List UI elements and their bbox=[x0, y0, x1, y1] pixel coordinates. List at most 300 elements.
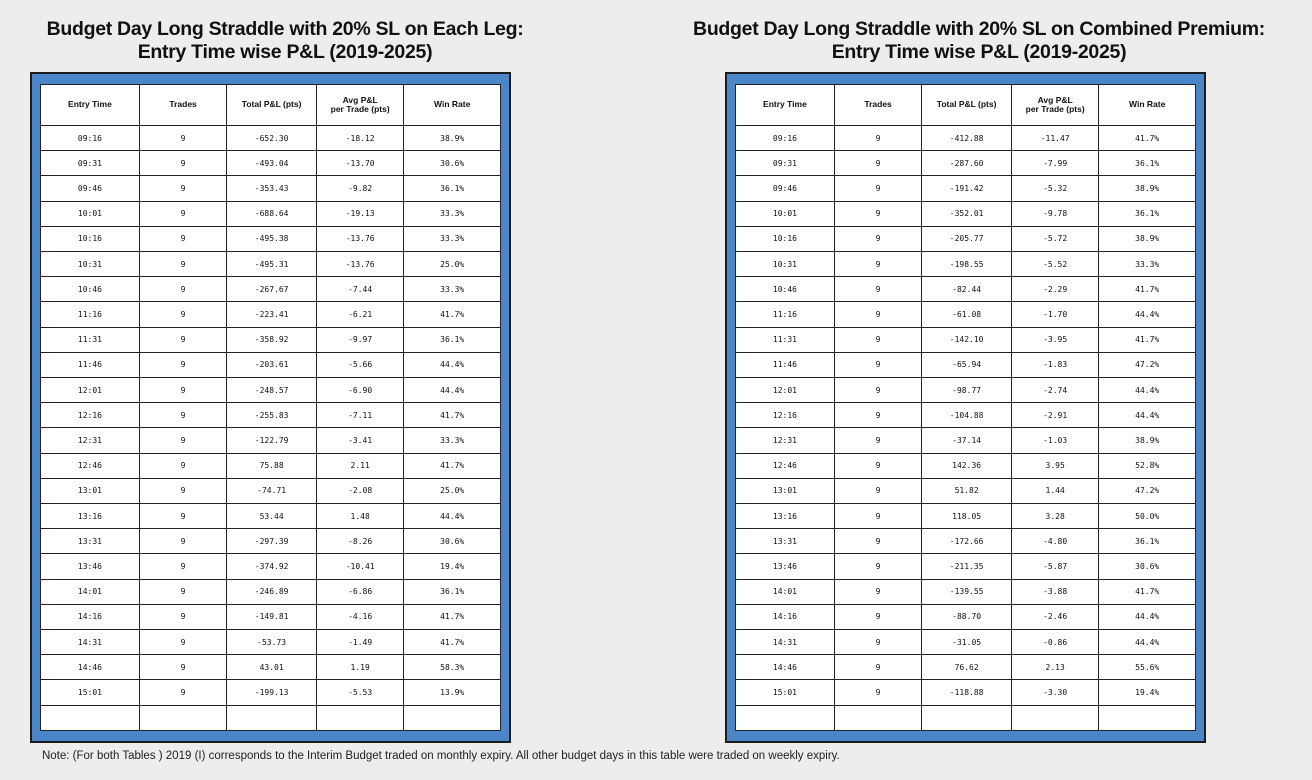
table-header-row bbox=[736, 85, 1196, 126]
table-row bbox=[736, 504, 1196, 529]
cell-win-rate: 52.8% bbox=[1099, 453, 1196, 478]
table-row bbox=[736, 630, 1196, 655]
table-row bbox=[41, 378, 501, 403]
cell-total-pnl: -203.61 bbox=[227, 352, 317, 377]
table-row bbox=[736, 126, 1196, 151]
table-row bbox=[736, 554, 1196, 579]
cell-total-pnl: -104.88 bbox=[922, 403, 1012, 428]
cell-entry-time: 12:31 bbox=[736, 428, 835, 453]
cell-trades: 9 bbox=[834, 126, 921, 151]
cell-entry-time: 14:01 bbox=[41, 579, 140, 604]
cell-avg-pnl: -2.91 bbox=[1011, 403, 1098, 428]
table-header-row bbox=[41, 85, 501, 126]
cell-total-pnl: -118.88 bbox=[922, 680, 1012, 705]
empty-cell bbox=[736, 705, 835, 730]
cell-total-pnl: -142.10 bbox=[922, 327, 1012, 352]
cell-win-rate: 41.7% bbox=[1099, 277, 1196, 302]
table-row bbox=[736, 428, 1196, 453]
cell-avg-pnl: -1.83 bbox=[1011, 352, 1098, 377]
cell-avg-pnl: -5.66 bbox=[316, 352, 403, 377]
cell-total-pnl: -652.30 bbox=[227, 126, 317, 151]
cell-trades: 9 bbox=[139, 327, 226, 352]
cell-trades: 9 bbox=[139, 680, 226, 705]
cell-win-rate: 41.7% bbox=[404, 453, 501, 478]
cell-avg-pnl: -11.47 bbox=[1011, 126, 1098, 151]
cell-win-rate: 36.1% bbox=[1099, 201, 1196, 226]
cell-trades: 9 bbox=[139, 151, 226, 176]
cell-total-pnl: -255.83 bbox=[227, 403, 317, 428]
cell-win-rate: 41.7% bbox=[404, 302, 501, 327]
cell-entry-time: 12:31 bbox=[41, 428, 140, 453]
cell-total-pnl: -139.55 bbox=[922, 579, 1012, 604]
cell-entry-time: 10:46 bbox=[41, 277, 140, 302]
cell-avg-pnl: -7.11 bbox=[316, 403, 403, 428]
cell-win-rate: 25.0% bbox=[404, 478, 501, 503]
cell-trades: 9 bbox=[834, 504, 921, 529]
table-row bbox=[736, 655, 1196, 680]
table-row bbox=[41, 176, 501, 201]
cell-trades: 9 bbox=[834, 226, 921, 251]
cell-entry-time: 10:01 bbox=[736, 201, 835, 226]
cell-trades: 9 bbox=[834, 302, 921, 327]
cell-avg-pnl: -2.29 bbox=[1011, 277, 1098, 302]
table-row bbox=[41, 478, 501, 503]
cell-total-pnl: -358.92 bbox=[227, 327, 317, 352]
empty-table-row bbox=[41, 705, 501, 730]
cell-win-rate: 25.0% bbox=[404, 252, 501, 277]
cell-avg-pnl: -4.80 bbox=[1011, 529, 1098, 554]
cell-total-pnl: -246.89 bbox=[227, 579, 317, 604]
cell-total-pnl: -211.35 bbox=[922, 554, 1012, 579]
cell-avg-pnl: -2.08 bbox=[316, 478, 403, 503]
cell-avg-pnl: -0.86 bbox=[1011, 630, 1098, 655]
cell-total-pnl: 118.05 bbox=[922, 504, 1012, 529]
cell-win-rate: 38.9% bbox=[404, 126, 501, 151]
cell-avg-pnl: -5.53 bbox=[316, 680, 403, 705]
cell-trades: 9 bbox=[139, 453, 226, 478]
cell-entry-time: 10:01 bbox=[41, 201, 140, 226]
cell-trades: 9 bbox=[834, 252, 921, 277]
cell-entry-time: 09:16 bbox=[41, 126, 140, 151]
cell-trades: 9 bbox=[834, 352, 921, 377]
cell-trades: 9 bbox=[834, 453, 921, 478]
cell-win-rate: 13.9% bbox=[404, 680, 501, 705]
header-avg-pnl-line2: per Trade (pts) bbox=[1025, 104, 1085, 114]
header-total-pnl: Total P&L (pts) bbox=[227, 85, 317, 126]
cell-win-rate: 47.2% bbox=[1099, 478, 1196, 503]
cell-trades: 9 bbox=[139, 201, 226, 226]
table-row bbox=[41, 226, 501, 251]
table-row bbox=[41, 201, 501, 226]
header-trades: Trades bbox=[834, 85, 921, 126]
cell-avg-pnl: 3.28 bbox=[1011, 504, 1098, 529]
cell-avg-pnl: 2.13 bbox=[1011, 655, 1098, 680]
empty-cell bbox=[834, 705, 921, 730]
cell-total-pnl: -53.73 bbox=[227, 630, 317, 655]
table-row bbox=[736, 352, 1196, 377]
cell-win-rate: 41.7% bbox=[404, 630, 501, 655]
cell-total-pnl: -495.38 bbox=[227, 226, 317, 251]
cell-avg-pnl: -3.95 bbox=[1011, 327, 1098, 352]
cell-entry-time: 09:31 bbox=[41, 151, 140, 176]
cell-total-pnl: 75.88 bbox=[227, 453, 317, 478]
cell-entry-time: 14:01 bbox=[736, 579, 835, 604]
cell-total-pnl: -493.04 bbox=[227, 151, 317, 176]
cell-win-rate: 36.1% bbox=[1099, 529, 1196, 554]
cell-win-rate: 30.6% bbox=[404, 151, 501, 176]
cell-trades: 9 bbox=[139, 428, 226, 453]
table-row bbox=[736, 151, 1196, 176]
header-win-rate: Win Rate bbox=[1099, 85, 1196, 126]
cell-avg-pnl: -1.03 bbox=[1011, 428, 1098, 453]
cell-win-rate: 36.1% bbox=[1099, 151, 1196, 176]
cell-entry-time: 11:16 bbox=[736, 302, 835, 327]
cell-trades: 9 bbox=[139, 655, 226, 680]
cell-entry-time: 10:31 bbox=[41, 252, 140, 277]
cell-avg-pnl: 1.19 bbox=[316, 655, 403, 680]
cell-total-pnl: -297.39 bbox=[227, 529, 317, 554]
cell-entry-time: 12:46 bbox=[41, 453, 140, 478]
table-row bbox=[41, 655, 501, 680]
cell-avg-pnl: -5.52 bbox=[1011, 252, 1098, 277]
cell-entry-time: 14:46 bbox=[41, 655, 140, 680]
cell-total-pnl: 142.36 bbox=[922, 453, 1012, 478]
cell-win-rate: 30.6% bbox=[1099, 554, 1196, 579]
cell-trades: 9 bbox=[139, 176, 226, 201]
table-row bbox=[736, 327, 1196, 352]
cell-entry-time: 11:46 bbox=[41, 352, 140, 377]
cell-avg-pnl: -13.76 bbox=[316, 252, 403, 277]
cell-total-pnl: -495.31 bbox=[227, 252, 317, 277]
cell-win-rate: 41.7% bbox=[1099, 579, 1196, 604]
cell-trades: 9 bbox=[139, 630, 226, 655]
cell-trades: 9 bbox=[139, 504, 226, 529]
cell-total-pnl: -191.42 bbox=[922, 176, 1012, 201]
cell-entry-time: 14:31 bbox=[736, 630, 835, 655]
cell-entry-time: 10:46 bbox=[736, 277, 835, 302]
cell-win-rate: 41.7% bbox=[1099, 126, 1196, 151]
cell-total-pnl: -98.77 bbox=[922, 378, 1012, 403]
cell-total-pnl: -65.94 bbox=[922, 352, 1012, 377]
cell-win-rate: 58.3% bbox=[404, 655, 501, 680]
table-row bbox=[736, 201, 1196, 226]
cell-win-rate: 36.1% bbox=[404, 579, 501, 604]
cell-total-pnl: -374.92 bbox=[227, 554, 317, 579]
cell-trades: 9 bbox=[834, 529, 921, 554]
cell-total-pnl: -287.60 bbox=[922, 151, 1012, 176]
table-row bbox=[41, 327, 501, 352]
cell-win-rate: 30.6% bbox=[404, 529, 501, 554]
header-entry-time: Entry Time bbox=[41, 85, 140, 126]
cell-entry-time: 14:31 bbox=[41, 630, 140, 655]
cell-avg-pnl: -18.12 bbox=[316, 126, 403, 151]
header-avg-pnl bbox=[316, 85, 403, 126]
cell-trades: 9 bbox=[834, 327, 921, 352]
cell-avg-pnl: -3.30 bbox=[1011, 680, 1098, 705]
table-row bbox=[41, 630, 501, 655]
cell-trades: 9 bbox=[139, 604, 226, 629]
table-row bbox=[41, 529, 501, 554]
cell-total-pnl: -267.67 bbox=[227, 277, 317, 302]
table-row bbox=[41, 126, 501, 151]
cell-total-pnl: -74.71 bbox=[227, 478, 317, 503]
cell-avg-pnl: -5.32 bbox=[1011, 176, 1098, 201]
cell-total-pnl: -223.41 bbox=[227, 302, 317, 327]
cell-avg-pnl: -6.90 bbox=[316, 378, 403, 403]
cell-avg-pnl: -1.70 bbox=[1011, 302, 1098, 327]
cell-avg-pnl: -9.97 bbox=[316, 327, 403, 352]
empty-cell bbox=[922, 705, 1012, 730]
cell-total-pnl: -198.55 bbox=[922, 252, 1012, 277]
cell-win-rate: 44.4% bbox=[404, 504, 501, 529]
cell-trades: 9 bbox=[139, 226, 226, 251]
header-win-rate: Win Rate bbox=[404, 85, 501, 126]
cell-trades: 9 bbox=[139, 579, 226, 604]
empty-cell bbox=[139, 705, 226, 730]
table-row bbox=[41, 554, 501, 579]
cell-entry-time: 09:46 bbox=[736, 176, 835, 201]
cell-entry-time: 13:46 bbox=[736, 554, 835, 579]
cell-win-rate: 44.4% bbox=[1099, 302, 1196, 327]
cell-entry-time: 10:16 bbox=[736, 226, 835, 251]
right-title-line2: Entry Time wise P&L (2019-2025) bbox=[831, 41, 1127, 63]
cell-win-rate: 38.9% bbox=[1099, 226, 1196, 251]
left-table-body bbox=[41, 126, 501, 731]
cell-avg-pnl: -9.78 bbox=[1011, 201, 1098, 226]
cell-total-pnl: -82.44 bbox=[922, 277, 1012, 302]
cell-win-rate: 33.3% bbox=[404, 428, 501, 453]
cell-total-pnl: 76.62 bbox=[922, 655, 1012, 680]
cell-total-pnl: -88.70 bbox=[922, 604, 1012, 629]
cell-entry-time: 09:46 bbox=[41, 176, 140, 201]
cell-win-rate: 44.4% bbox=[1099, 403, 1196, 428]
cell-win-rate: 44.4% bbox=[1099, 378, 1196, 403]
cell-entry-time: 12:16 bbox=[41, 403, 140, 428]
cell-trades: 9 bbox=[139, 378, 226, 403]
cell-entry-time: 09:16 bbox=[736, 126, 835, 151]
left-title-line1: Budget Day Long Straddle with 20% SL on Each Leg: bbox=[46, 18, 524, 40]
cell-total-pnl: 53.44 bbox=[227, 504, 317, 529]
cell-avg-pnl: -3.41 bbox=[316, 428, 403, 453]
table-row bbox=[41, 428, 501, 453]
cell-win-rate: 38.9% bbox=[1099, 428, 1196, 453]
header-avg-pnl-line2: per Trade (pts) bbox=[330, 104, 390, 114]
right-table-title bbox=[654, 18, 1304, 64]
table-row bbox=[736, 680, 1196, 705]
empty-cell bbox=[1099, 705, 1196, 730]
cell-total-pnl: -248.57 bbox=[227, 378, 317, 403]
cell-avg-pnl: -2.74 bbox=[1011, 378, 1098, 403]
cell-trades: 9 bbox=[834, 579, 921, 604]
table-row bbox=[41, 453, 501, 478]
table-row bbox=[736, 277, 1196, 302]
cell-entry-time: 13:16 bbox=[736, 504, 835, 529]
cell-entry-time: 12:16 bbox=[736, 403, 835, 428]
header-entry-time: Entry Time bbox=[736, 85, 835, 126]
cell-entry-time: 13:31 bbox=[41, 529, 140, 554]
header-avg-pnl-line1: Avg P&L bbox=[1037, 94, 1073, 105]
cell-entry-time: 11:31 bbox=[41, 327, 140, 352]
cell-entry-time: 10:31 bbox=[736, 252, 835, 277]
left-table-frame bbox=[30, 72, 511, 743]
cell-win-rate: 44.4% bbox=[404, 378, 501, 403]
cell-trades: 9 bbox=[834, 176, 921, 201]
cell-avg-pnl: -7.44 bbox=[316, 277, 403, 302]
cell-avg-pnl: 1.48 bbox=[316, 504, 403, 529]
left-pnl-table bbox=[40, 84, 501, 731]
cell-total-pnl: -412.88 bbox=[922, 126, 1012, 151]
cell-entry-time: 11:16 bbox=[41, 302, 140, 327]
cell-trades: 9 bbox=[139, 403, 226, 428]
header-avg-pnl bbox=[1011, 85, 1098, 126]
table-row bbox=[736, 302, 1196, 327]
table-row bbox=[41, 403, 501, 428]
cell-trades: 9 bbox=[139, 529, 226, 554]
cell-total-pnl: 43.01 bbox=[227, 655, 317, 680]
header-trades: Trades bbox=[139, 85, 226, 126]
cell-avg-pnl: -1.49 bbox=[316, 630, 403, 655]
cell-win-rate: 44.4% bbox=[1099, 604, 1196, 629]
cell-entry-time: 10:16 bbox=[41, 226, 140, 251]
empty-table-row bbox=[736, 705, 1196, 730]
cell-win-rate: 36.1% bbox=[404, 176, 501, 201]
cell-entry-time: 11:31 bbox=[736, 327, 835, 352]
empty-cell bbox=[227, 705, 317, 730]
cell-entry-time: 14:16 bbox=[736, 604, 835, 629]
table-row bbox=[41, 302, 501, 327]
cell-entry-time: 14:46 bbox=[736, 655, 835, 680]
table-row bbox=[41, 579, 501, 604]
cell-entry-time: 13:46 bbox=[41, 554, 140, 579]
cell-total-pnl: -199.13 bbox=[227, 680, 317, 705]
cell-trades: 9 bbox=[834, 277, 921, 302]
cell-trades: 9 bbox=[139, 352, 226, 377]
cell-entry-time: 12:01 bbox=[736, 378, 835, 403]
table-row bbox=[736, 252, 1196, 277]
empty-cell bbox=[404, 705, 501, 730]
cell-entry-time: 13:01 bbox=[736, 478, 835, 503]
cell-total-pnl: -205.77 bbox=[922, 226, 1012, 251]
header-total-pnl: Total P&L (pts) bbox=[922, 85, 1012, 126]
cell-trades: 9 bbox=[834, 378, 921, 403]
cell-total-pnl: -122.79 bbox=[227, 428, 317, 453]
empty-cell bbox=[316, 705, 403, 730]
table-row bbox=[41, 151, 501, 176]
cell-win-rate: 55.6% bbox=[1099, 655, 1196, 680]
cell-trades: 9 bbox=[139, 277, 226, 302]
cell-avg-pnl: -5.87 bbox=[1011, 554, 1098, 579]
cell-avg-pnl: -6.21 bbox=[316, 302, 403, 327]
cell-win-rate: 44.4% bbox=[404, 352, 501, 377]
left-table-title bbox=[10, 18, 560, 64]
cell-avg-pnl: -6.86 bbox=[316, 579, 403, 604]
cell-trades: 9 bbox=[834, 428, 921, 453]
left-title-line2: Entry Time wise P&L (2019-2025) bbox=[137, 41, 433, 63]
empty-cell bbox=[41, 705, 140, 730]
cell-entry-time: 15:01 bbox=[41, 680, 140, 705]
cell-trades: 9 bbox=[834, 655, 921, 680]
header-avg-pnl-line1: Avg P&L bbox=[342, 94, 378, 105]
empty-cell bbox=[1011, 705, 1098, 730]
cell-total-pnl: -353.43 bbox=[227, 176, 317, 201]
cell-total-pnl: -61.08 bbox=[922, 302, 1012, 327]
table-row bbox=[736, 579, 1196, 604]
cell-avg-pnl: -13.70 bbox=[316, 151, 403, 176]
cell-total-pnl: -352.01 bbox=[922, 201, 1012, 226]
cell-win-rate: 19.4% bbox=[1099, 680, 1196, 705]
cell-avg-pnl: -8.26 bbox=[316, 529, 403, 554]
cell-avg-pnl: 2.11 bbox=[316, 453, 403, 478]
right-title-line1: Budget Day Long Straddle with 20% SL on Combined Premium: bbox=[693, 18, 1265, 40]
cell-win-rate: 33.3% bbox=[1099, 252, 1196, 277]
cell-win-rate: 50.0% bbox=[1099, 504, 1196, 529]
cell-win-rate: 33.3% bbox=[404, 277, 501, 302]
cell-trades: 9 bbox=[834, 630, 921, 655]
cell-trades: 9 bbox=[834, 403, 921, 428]
cell-avg-pnl: -7.99 bbox=[1011, 151, 1098, 176]
cell-entry-time: 14:16 bbox=[41, 604, 140, 629]
cell-trades: 9 bbox=[834, 478, 921, 503]
table-row bbox=[736, 453, 1196, 478]
cell-win-rate: 33.3% bbox=[404, 226, 501, 251]
cell-avg-pnl: -9.82 bbox=[316, 176, 403, 201]
cell-avg-pnl: -3.88 bbox=[1011, 579, 1098, 604]
right-table-frame bbox=[725, 72, 1206, 743]
table-row bbox=[41, 352, 501, 377]
cell-trades: 9 bbox=[834, 201, 921, 226]
cell-avg-pnl: -4.16 bbox=[316, 604, 403, 629]
cell-win-rate: 41.7% bbox=[1099, 327, 1196, 352]
table-row bbox=[736, 529, 1196, 554]
cell-total-pnl: -31.05 bbox=[922, 630, 1012, 655]
cell-avg-pnl: -5.72 bbox=[1011, 226, 1098, 251]
cell-total-pnl: -149.81 bbox=[227, 604, 317, 629]
right-pnl-table bbox=[735, 84, 1196, 731]
cell-avg-pnl: 3.95 bbox=[1011, 453, 1098, 478]
cell-entry-time: 12:46 bbox=[736, 453, 835, 478]
cell-trades: 9 bbox=[834, 151, 921, 176]
cell-entry-time: 13:31 bbox=[736, 529, 835, 554]
table-row bbox=[736, 176, 1196, 201]
cell-win-rate: 19.4% bbox=[404, 554, 501, 579]
cell-win-rate: 41.7% bbox=[404, 403, 501, 428]
cell-total-pnl: -172.66 bbox=[922, 529, 1012, 554]
cell-win-rate: 36.1% bbox=[404, 327, 501, 352]
cell-avg-pnl: -2.46 bbox=[1011, 604, 1098, 629]
cell-win-rate: 33.3% bbox=[404, 201, 501, 226]
cell-avg-pnl: -10.41 bbox=[316, 554, 403, 579]
cell-win-rate: 44.4% bbox=[1099, 630, 1196, 655]
cell-total-pnl: 51.82 bbox=[922, 478, 1012, 503]
cell-win-rate: 38.9% bbox=[1099, 176, 1196, 201]
table-row bbox=[736, 478, 1196, 503]
cell-trades: 9 bbox=[139, 554, 226, 579]
cell-total-pnl: -37.14 bbox=[922, 428, 1012, 453]
cell-entry-time: 13:01 bbox=[41, 478, 140, 503]
cell-avg-pnl: -19.13 bbox=[316, 201, 403, 226]
cell-entry-time: 11:46 bbox=[736, 352, 835, 377]
table-row bbox=[41, 504, 501, 529]
cell-entry-time: 15:01 bbox=[736, 680, 835, 705]
table-row bbox=[736, 226, 1196, 251]
table-row bbox=[41, 277, 501, 302]
cell-trades: 9 bbox=[139, 252, 226, 277]
table-row bbox=[41, 604, 501, 629]
cell-total-pnl: -688.64 bbox=[227, 201, 317, 226]
cell-trades: 9 bbox=[834, 680, 921, 705]
table-row bbox=[736, 378, 1196, 403]
table-row bbox=[736, 403, 1196, 428]
